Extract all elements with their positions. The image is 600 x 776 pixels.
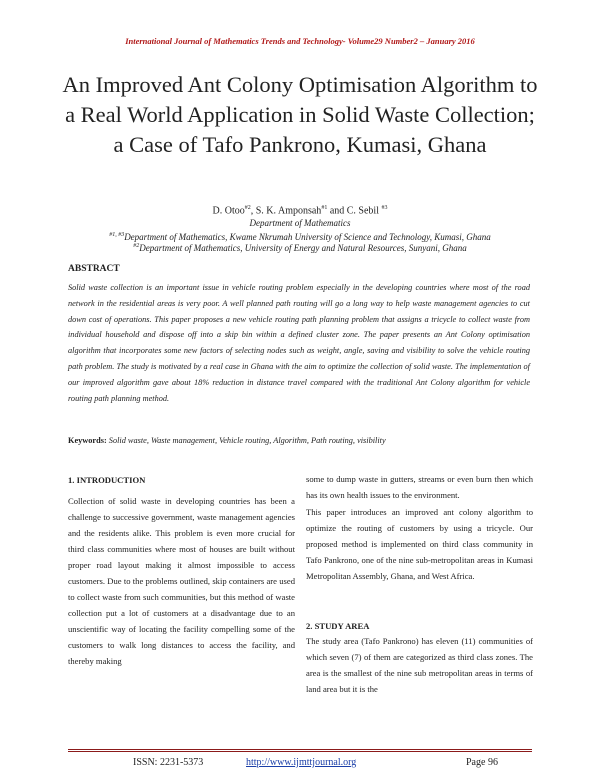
- abstract-text: Solid waste collection is an important issue in vehicle routing problem especially in the developing countries where most of the road network in the residential areas is very poor. A well planned path routing will go a long way to help waste management agencies to cut down cost of operations. This paper proposes a new vehicle routing path planning problem that assigns a tricycle to collect waste from individual household and dispose off into a skip bin within a defined cluster zone. The paper presents an Ant Colony optimisation algorithm that incorporates some new factors of selecting nodes such as weight, angle, saving and visibility to solve the vehicle routing path problem. The study is motivated by a real case in Ghana with the aim to optimize the collection of solid waste. The implementation of our improved algorithm gave about 18% reduction in distance travel compared with the traditional Ant Colony algorithm for vehicle routing path planning method.: [68, 283, 530, 403]
- footer-url-link[interactable]: http://www.ijmttjournal.org: [246, 757, 357, 768]
- paper-title: An Improved Ant Colony Optimisation Algorithm to a Real World Application in Solid Waste Collection; a Case of Tafo Pankrono, Kumasi, Ghana: [62, 72, 538, 157]
- keywords-label: Keywords:: [68, 436, 107, 445]
- section-heading-study-area: 2. STUDY AREA: [306, 621, 370, 631]
- author-2: , S. K. Amponsah: [250, 205, 322, 217]
- section-heading-introduction: 1. INTRODUCTION: [68, 475, 146, 485]
- affiliation-2-text: Department of Mathematics, University of Energy and Natural Resources, Sunyani, Ghana: [139, 243, 467, 253]
- affiliation-2-mark: #2: [133, 243, 140, 249]
- author-3-mark: #3: [381, 205, 388, 211]
- keywords-list: Solid waste, Waste management, Vehicle routing, Algorithm, Path routing, visibility: [106, 436, 386, 445]
- introduction-text: Collection of solid waste in developing countries has been a challenge to successive government, waste management agencies and the residents alike. This problem is even more crucial for third class communities where most of houses are built without proper road layout making it almost impossible to access customers. Due to the problems outlined, skip containers are used to collect waste from such communities, but this method of waste collection put a lot of customers at a disadvantage due to an unscientific way of locating the facility compelling some of the customers to walk long distances to access the facility, and thereby making: [68, 496, 295, 666]
- author-1: D. Otoo: [212, 205, 245, 217]
- footer-issn: ISSN: 2231-5373: [133, 757, 204, 768]
- department: Department of Mathematics: [249, 218, 351, 228]
- study-area-text: The study area (Tafo Pankrono) has eleven (11) communities of which seven (7) of them are categorized as third class zones. The area is the smallest of the nine sub metropolitan areas in terms of land area but it is the: [306, 636, 533, 694]
- keywords: [68, 435, 530, 447]
- journal-header: International Journal of Mathematics Trends and Technology- Volume29 Number2 – January 2016: [125, 36, 475, 46]
- author-list: [0, 205, 600, 216]
- abstract-heading: ABSTRACT: [68, 264, 120, 274]
- footer-page-number: Page 96: [466, 757, 498, 768]
- author-3: and C. Sebil: [327, 205, 382, 217]
- footer-rule: [68, 749, 532, 750]
- affiliation-1-text: Department of Mathematics, Kwame Nkrumah University of Science and Technology, Kumasi, Ghana: [124, 232, 491, 242]
- right-paragraph-1: some to dump waste in gutters, streams or even burn then which has its own health issues to the environment.: [306, 474, 533, 500]
- affiliation-2: [60, 241, 540, 254]
- footer-rule-2: [68, 751, 532, 752]
- right-paragraph-2: This paper introduces an improved ant colony algorithm to optimize the routing of customers by using a tricycle. Our proposed method is implemented on third class community in Tafo Pankrono, one of the nine sub-metropolitan areas in Kumasi Metropolitan Assembly, Ghana, and West Africa.: [306, 507, 533, 581]
- author-1-mark: #2: [244, 205, 251, 211]
- author-2-mark: #1: [321, 205, 328, 211]
- affiliation-1-mark: #1, #3: [109, 232, 125, 238]
